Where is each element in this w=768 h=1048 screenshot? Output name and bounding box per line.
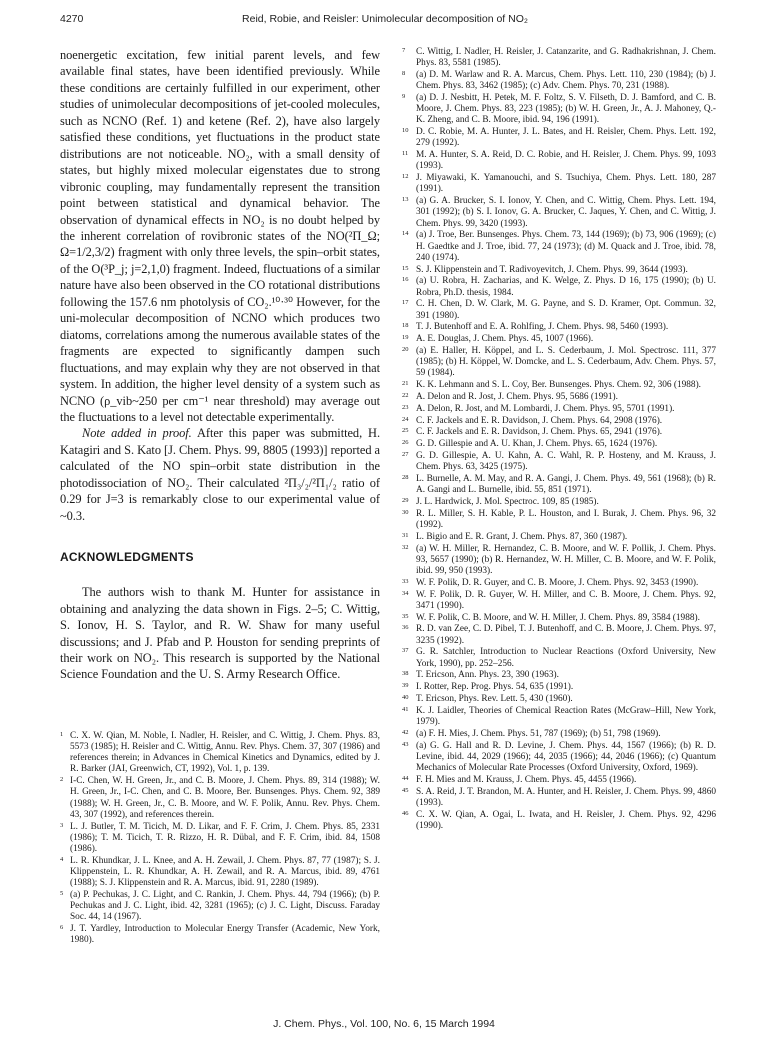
reference-entry xyxy=(402,509,716,531)
reference-text: (a) D. J. Nesbitt, H. Petek, M. F. Foltz, S. V. Filseth, D. J. Bamford, and C. B. Moore, J. Chem. Phys. 83, 223 (1985); (b) W. H. Green, Jr., A. J. Mahoney, Q.- K. Zheng, and C. B. Moore, ibid. 94, 196 (1991). xyxy=(416,93,716,126)
reference-number: 14 xyxy=(402,230,409,238)
reference-text: (a) J. Troe, Ber. Bunsenges. Phys. Chem. 73, 144 (1969); (b) 73, 906 (1969); (c) H. Gaedtke and J. Troe, ibid. 77, 24 (1973); (d) M. Quack and J. Troe, ibid. 78, 240 (1974). xyxy=(416,230,716,263)
reference-number: 45 xyxy=(402,786,409,794)
reference-number: 13 xyxy=(402,196,409,204)
reference-entry xyxy=(402,127,716,149)
running-title: Reid, Robie, and Reisler: Unimolecular decomposition of NO₂ xyxy=(242,13,528,25)
reference-number: 36 xyxy=(402,624,409,632)
reference-number: 5 xyxy=(60,890,64,898)
references-right xyxy=(402,47,716,832)
reference-entry xyxy=(402,346,716,380)
reference-entry xyxy=(402,427,716,438)
reference-text: C. X. W. Qian, A. Ogai, L. Iwata, and H. Reisler, J. Chem. Phys. 92, 4296 (1990). xyxy=(416,809,716,831)
reference-entry xyxy=(402,682,716,693)
reference-number: 40 xyxy=(402,693,409,701)
reference-number: 2 xyxy=(60,776,64,784)
reference-entry xyxy=(402,334,716,345)
reference-number: 35 xyxy=(402,612,409,620)
reference-number: 31 xyxy=(402,531,409,539)
reference-entry xyxy=(60,776,380,821)
reference-text: I-C. Chen, W. H. Green, Jr., and C. B. Moore, J. Chem. Phys. 89, 314 (1988); W. H. Green, Jr., I-C. Chen, and C. B. Moore, Ber. Bunsenges. Phys. Chem. 92, 389 (1988); W. H. Green, Jr., C. B. Moore, and W. F. Polik, Annu. Rev. Phys. Chem. 43, 307 (1992), and references therein. xyxy=(70,776,380,820)
reference-text: L. R. Khundkar, J. L. Knee, and A. H. Zewail, J. Chem. Phys. 87, 77 (1987); S. J. Klippenstein, L. R. Khundkar, A. H. Zewail, and R. A. Marcus, ibid. 89, 4761 (1988); S. J. Klippenstein and R. A. Marcus, ibid. 91, 2280 (1989). xyxy=(70,855,380,889)
reference-text: J. Miyawaki, K. Yamanouchi, and S. Tsuchiya, Chem. Phys. Lett. 180, 287 (1991). xyxy=(416,173,716,195)
reference-text: I. Rotter, Rep. Prog. Phys. 54, 635 (1991). xyxy=(416,682,574,693)
reference-text: (a) G. G. Hall and R. D. Levine, J. Chem. Phys. 44, 1567 (1966); (b) R. D. Levine, ibid. 44, 2029 (1966); 44, 2035 (1966); 44, 2046 (1966); (c) Quantum Mechanics of Molecular Rate Processes (Oxford University, Oxford, 1969). xyxy=(416,740,716,773)
running-header xyxy=(60,13,710,29)
reference-text: D. C. Robie, M. A. Hunter, J. L. Bates, and H. Reisler, Chem. Phys. Lett. 192, 279 (1992). xyxy=(416,127,716,149)
reference-text: C. F. Jackels and E. R. Davidson, J. Chem. Phys. 64, 2908 (1976). xyxy=(416,415,663,426)
reference-text: L. J. Butler, T. M. Ticich, M. D. Likar, and F. F. Crim, J. Chem. Phys. 85, 2331 (1986); T. M. Ticich, T. R. Rizzo, H. R. Dübal, and F. F. Crim, ibid. 84, 1508 (1986). xyxy=(70,821,380,855)
reference-number: 29 xyxy=(402,496,409,504)
reference-text: W. F. Polik, D. R. Guyer, and C. B. Moore, J. Chem. Phys. 92, 3453 (1990). xyxy=(416,577,699,588)
note-label: Note added in proof. xyxy=(82,426,192,441)
reference-entry xyxy=(402,497,716,508)
reference-text: M. A. Hunter, S. A. Reid, D. C. Robie, and H. Reisler, J. Chem. Phys. 99, 1093 (1993). xyxy=(416,150,716,172)
reference-number: 23 xyxy=(402,403,409,411)
reference-number: 32 xyxy=(402,543,409,551)
reference-text: S. J. Klippenstein and T. Radivoyevitch, J. Chem. Phys. 99, 3644 (1993). xyxy=(416,264,688,275)
reference-number: 12 xyxy=(402,173,409,181)
reference-entry xyxy=(402,196,716,230)
reference-entry xyxy=(402,451,716,473)
reference-entry xyxy=(402,532,716,543)
reference-text: T. J. Butenhoff and E. A. Rohlfing, J. Chem. Phys. 98, 5460 (1993). xyxy=(416,322,669,333)
reference-text: (a) D. M. Warlaw and R. A. Marcus, Chem. Phys. Lett. 110, 230 (1984); (b) J. Chem. Phys. 83, 3462 (1985); (c) Adv. Chem. Phys. 70, 231 (1988). xyxy=(416,70,716,92)
reference-text: G. D. Gillespie and A. U. Khan, J. Chem. Phys. 65, 1624 (1976). xyxy=(416,439,658,450)
reference-entry xyxy=(402,694,716,705)
reference-text: (a) F. H. Mies, J. Chem. Phys. 51, 787 (1969); (b) 51, 798 (1969). xyxy=(416,728,661,739)
reference-number: 26 xyxy=(402,439,409,447)
reference-text: (a) U. Robra, H. Zacharias, and K. Welge, Z. Phys. D 16, 175 (1990); (b) U. Robra, Ph.D. thesis, 1984. xyxy=(416,276,716,298)
right-column xyxy=(402,47,716,833)
reference-number: 3 xyxy=(60,821,64,829)
reference-entry xyxy=(402,741,716,775)
reference-number: 11 xyxy=(402,150,409,158)
reference-entry xyxy=(402,392,716,403)
reference-number: 42 xyxy=(402,728,409,736)
references-left xyxy=(60,731,380,947)
reference-entry xyxy=(402,93,716,127)
reference-text: F. H. Mies and M. Krauss, J. Chem. Phys. 45, 4455 (1966). xyxy=(416,774,637,785)
reference-text: T. Ericson, Phys. Rev. Lett. 5, 430 (1960). xyxy=(416,693,573,704)
reference-text: J. T. Yardley, Introduction to Molecular Energy Transfer (Academic, New York, 1980). xyxy=(70,924,380,946)
reference-text: (a) E. Haller, H. Köppel, and L. S. Cederbaum, J. Mol. Spectrosc. 111, 377 (1985); (b) H. Köppel, W. Domcke, and L. S. Cederbaum, Adv. Chem. Phys. 57, 59 (1984). xyxy=(416,346,716,379)
reference-number: 6 xyxy=(60,924,64,932)
reference-number: 7 xyxy=(402,47,406,54)
reference-number: 4 xyxy=(60,855,64,863)
reference-entry xyxy=(402,230,716,264)
reference-entry xyxy=(402,590,716,612)
reference-entry xyxy=(402,173,716,195)
reference-text: G. R. Satchler, Introduction to Nuclear Reactions (Oxford University, New York, 1990), pp. 252–256. xyxy=(416,647,716,669)
reference-text: K. K. Lehmann and S. L. Coy, Ber. Bunsenges. Phys. Chem. 92, 306 (1988). xyxy=(416,380,701,391)
reference-number: 19 xyxy=(402,334,409,342)
reference-text: (a) G. A. Brucker, S. I. Ionov, Y. Chen, and C. Wittig, Chem. Phys. Lett. 194, 301 (1992); (b) S. I. Ionov, G. A. Brucker, C. Jaques, Y. Chen, and C. Wittig, J. Chem. Phys. 99, 3420 (1993). xyxy=(416,196,716,229)
acknowledgments-heading: ACKNOWLEDGMENTS xyxy=(60,550,194,565)
reference-text: R. L. Miller, S. H. Kable, P. L. Houston, and I. Burak, J. Chem. Phys. 96, 32 (1992). xyxy=(416,508,716,530)
reference-entry xyxy=(402,416,716,427)
reference-entry xyxy=(60,890,380,924)
reference-text: R. D. van Zee, C. D. Pibel, T. J. Butenhoff, and C. B. Moore, J. Chem. Phys. 97, 3235 (1992). xyxy=(416,624,716,646)
reference-entry xyxy=(402,322,716,333)
body-paragraph-continued: noenergetic excitation, few initial parent levels, and few available final states, have been identified previously. While these conditions are certainly fulfilled in our experiment, other studies of unimolecular decompositions of jet-cooled molecules, such as NCNO (Ref. 1) and ketene (Ref. 2), have also largely satisfied these conditions, yet fluctuations in the product state distributions are not noticeable. NO₂, with a small density of states, but highly mixed molecular eigenstates due to strong vibronic coupling, may fundamentally represent the transition point between statistical and dynamical behavior. The observation of dynamical effects in NO₂ is no doubt helped by the inherent correlation of rovibronic states of the NO(²Π_Ω; Ω=1/2,3/2) fragment with only three levels, the spin–orbit states, of the O(³P_j; j=2,1,0) fragment. Indeed, fluctuations of a similar nature have also been observed in the CO rotational distributions following the 157.6 nm photolysis of CO₂.¹⁰·³⁰ However, for the uni-molecular decomposition of NCNO which produces two diatoms, correlations among the numerous available states of the fragments are expected to significantly dampen such fluctuations, and may explain why they are not observed in that system. In addition, the higher level density of a system such as NCNO (ρ_vib~250 per cm⁻¹ near threshold) may average out the fluctuations to a level not detectable experimentally. xyxy=(60,48,380,424)
reference-number: 10 xyxy=(402,127,409,135)
reference-entry xyxy=(402,775,716,786)
reference-text: C. F. Jackels and E. R. Davidson, J. Chem. Phys. 65, 2941 (1976). xyxy=(416,427,663,438)
reference-text: K. J. Laidler, Theories of Chemical Reaction Rates (McGraw–Hill, New York, 1979). xyxy=(416,705,716,727)
reference-number: 21 xyxy=(402,380,409,388)
reference-entry xyxy=(402,544,716,578)
reference-entry xyxy=(402,380,716,391)
reference-number: 25 xyxy=(402,427,409,435)
reference-number: 9 xyxy=(402,93,406,100)
reference-number: 44 xyxy=(402,774,409,782)
reference-entry xyxy=(402,787,716,809)
reference-entry xyxy=(60,924,380,946)
reference-number: 15 xyxy=(402,264,409,272)
reference-number: 33 xyxy=(402,577,409,585)
reference-entry xyxy=(60,822,380,856)
reference-number: 24 xyxy=(402,415,409,423)
reference-entry xyxy=(402,647,716,669)
reference-entry xyxy=(402,613,716,624)
acknowledgments-text: The authors wish to thank M. Hunter for assistance in obtaining and analyzing the data shown in Figs. 2–5; C. Wittig, S. Ionov, H. S. Taylor, and R. W. Shaw for many useful discussions; and J. Pfab and P. Houston for sending preprints of their work on NO₂. This research is supported by the National Science Foundation and the U. S. Army Research Office. xyxy=(60,585,380,682)
reference-text: L. Bigio and E. R. Grant, J. Chem. Phys. 87, 360 (1987). xyxy=(416,531,628,542)
reference-text: A. Delon, R. Jost, and M. Lombardi, J. Chem. Phys. 95, 5701 (1991). xyxy=(416,403,675,414)
reference-entry xyxy=(402,299,716,321)
reference-entry xyxy=(402,706,716,728)
reference-number: 39 xyxy=(402,682,409,690)
reference-entry xyxy=(402,276,716,298)
note-added-in-proof xyxy=(60,425,380,524)
note-text: After this paper was submitted, H. Katagiri and S. Kato [J. Chem. Phys. 99, 8805 (1993)] reported a calculated of the NO spin–orbit state distribution in the photodissociation of NO₂. Their calculated ²Π₃/₂/²Π₁/₂ ratio of 0.29 for J=3 is remarkably close to our experimental value of ~0.3. xyxy=(60,426,380,523)
reference-number: 8 xyxy=(402,70,406,77)
reference-number: 34 xyxy=(402,589,409,597)
reference-text: W. F. Polik, D. R. Guyer, W. H. Miller, and C. B. Moore, J. Chem. Phys. 92, 3471 (1990). xyxy=(416,589,716,611)
reference-entry xyxy=(402,670,716,681)
reference-number: 46 xyxy=(402,809,409,817)
reference-text: C. X. W. Qian, M. Noble, I. Nadler, H. Reisler, and C. Wittig, J. Chem. Phys. 83, 5573 (1985); H. Reisler and C. Wittig, Annu. Rev. Phys. Chem. 37, 307 (1986) and references therein; in Advances in Chemical Kinetics and Dynamics, edited by J. R. Barker (JAI, Greenwich, CT, 1992), Vol. 1, p. 139. xyxy=(70,730,380,775)
reference-entry xyxy=(60,731,380,776)
reference-text: A. Delon and R. Jost, J. Chem. Phys. 95, 5686 (1991). xyxy=(416,392,618,402)
reference-number: 43 xyxy=(402,740,409,748)
reference-number: 1 xyxy=(60,730,64,738)
reference-entry xyxy=(402,474,716,496)
reference-entry xyxy=(402,404,716,415)
journal-footer: J. Chem. Phys., Vol. 100, No. 6, 15 March 1994 xyxy=(273,1018,495,1030)
reference-entry xyxy=(60,856,380,890)
reference-entry xyxy=(402,47,716,69)
reference-number: 30 xyxy=(402,508,409,516)
reference-entry xyxy=(402,729,716,740)
reference-text: C. Wittig, I. Nadler, H. Reisler, J. Catanzarite, and G. Radhakrishnan, J. Chem. Phys. 83, 5581 (1985). xyxy=(416,47,716,69)
reference-number: 41 xyxy=(402,705,409,713)
left-column xyxy=(60,47,380,947)
page-number: 4270 xyxy=(60,13,84,25)
reference-number: 17 xyxy=(402,299,409,307)
reference-text: (a) W. H. Miller, R. Hernandez, C. B. Moore, and W. F. Pollik, J. Chem. Phys. 93, 5657 (1990); (b) R. Hernandez, W. H. Miller, C. B. Moore, and W. F. Polik, ibid. 99, 950 (1993). xyxy=(416,543,716,576)
reference-number: 27 xyxy=(402,450,409,458)
reference-text: L. Burnelle, A. M. May, and R. A. Gangi, J. Chem. Phys. 49, 561 (1968); (b) R. A. Gangi and L. Burnelle, ibid. 55, 851 (1971). xyxy=(416,473,716,496)
reference-number: 28 xyxy=(402,473,409,481)
reference-text: (a) P. Pechukas, J. C. Light, and C. Rankin, J. Chem. Phys. 44, 794 (1966); (b) P. Pechukas and J. C. Light, ibid. 42, 3281 (1965); (c) J. C. Light, Discuss. Faraday Soc. 44, 14 (1967). xyxy=(70,890,380,923)
reference-number: 20 xyxy=(402,346,409,353)
reference-number: 38 xyxy=(402,670,409,678)
reference-number: 37 xyxy=(402,647,409,655)
reference-number: 22 xyxy=(402,392,409,399)
reference-text: W. F. Polik, C. B. Moore, and W. H. Miller, J. Chem. Phys. 89, 3584 (1988). xyxy=(416,612,700,623)
reference-entry xyxy=(402,265,716,276)
reference-text: T. Ericson, Ann. Phys. 23, 390 (1963). xyxy=(416,670,559,681)
reference-text: G. D. Gillespie, A. U. Kahn, A. C. Wahl, R. P. Hosteny, and M. Krauss, J. Chem. Phys. 63, 3425 (1975). xyxy=(416,450,716,473)
reference-entry xyxy=(402,439,716,450)
reference-entry xyxy=(402,578,716,589)
reference-number: 16 xyxy=(402,276,409,284)
reference-text: C. H. Chen, D. W. Clark, M. G. Payne, and S. D. Kramer, Opt. Commun. 32, 391 (1980). xyxy=(416,299,716,321)
reference-text: S. A. Reid, J. T. Brandon, M. A. Hunter, and H. Reisler, J. Chem. Phys. 99, 4860 (1993). xyxy=(416,786,716,808)
reference-text: J. L. Hardwick, J. Mol. Spectroc. 109, 85 (1985). xyxy=(416,496,599,507)
reference-entry xyxy=(402,70,716,92)
reference-entry xyxy=(402,810,716,832)
reference-text: A. E. Douglas, J. Chem. Phys. 45, 1007 (1966). xyxy=(416,334,594,345)
reference-number: 18 xyxy=(402,322,409,330)
reference-entry xyxy=(402,150,716,172)
reference-entry xyxy=(402,624,716,646)
